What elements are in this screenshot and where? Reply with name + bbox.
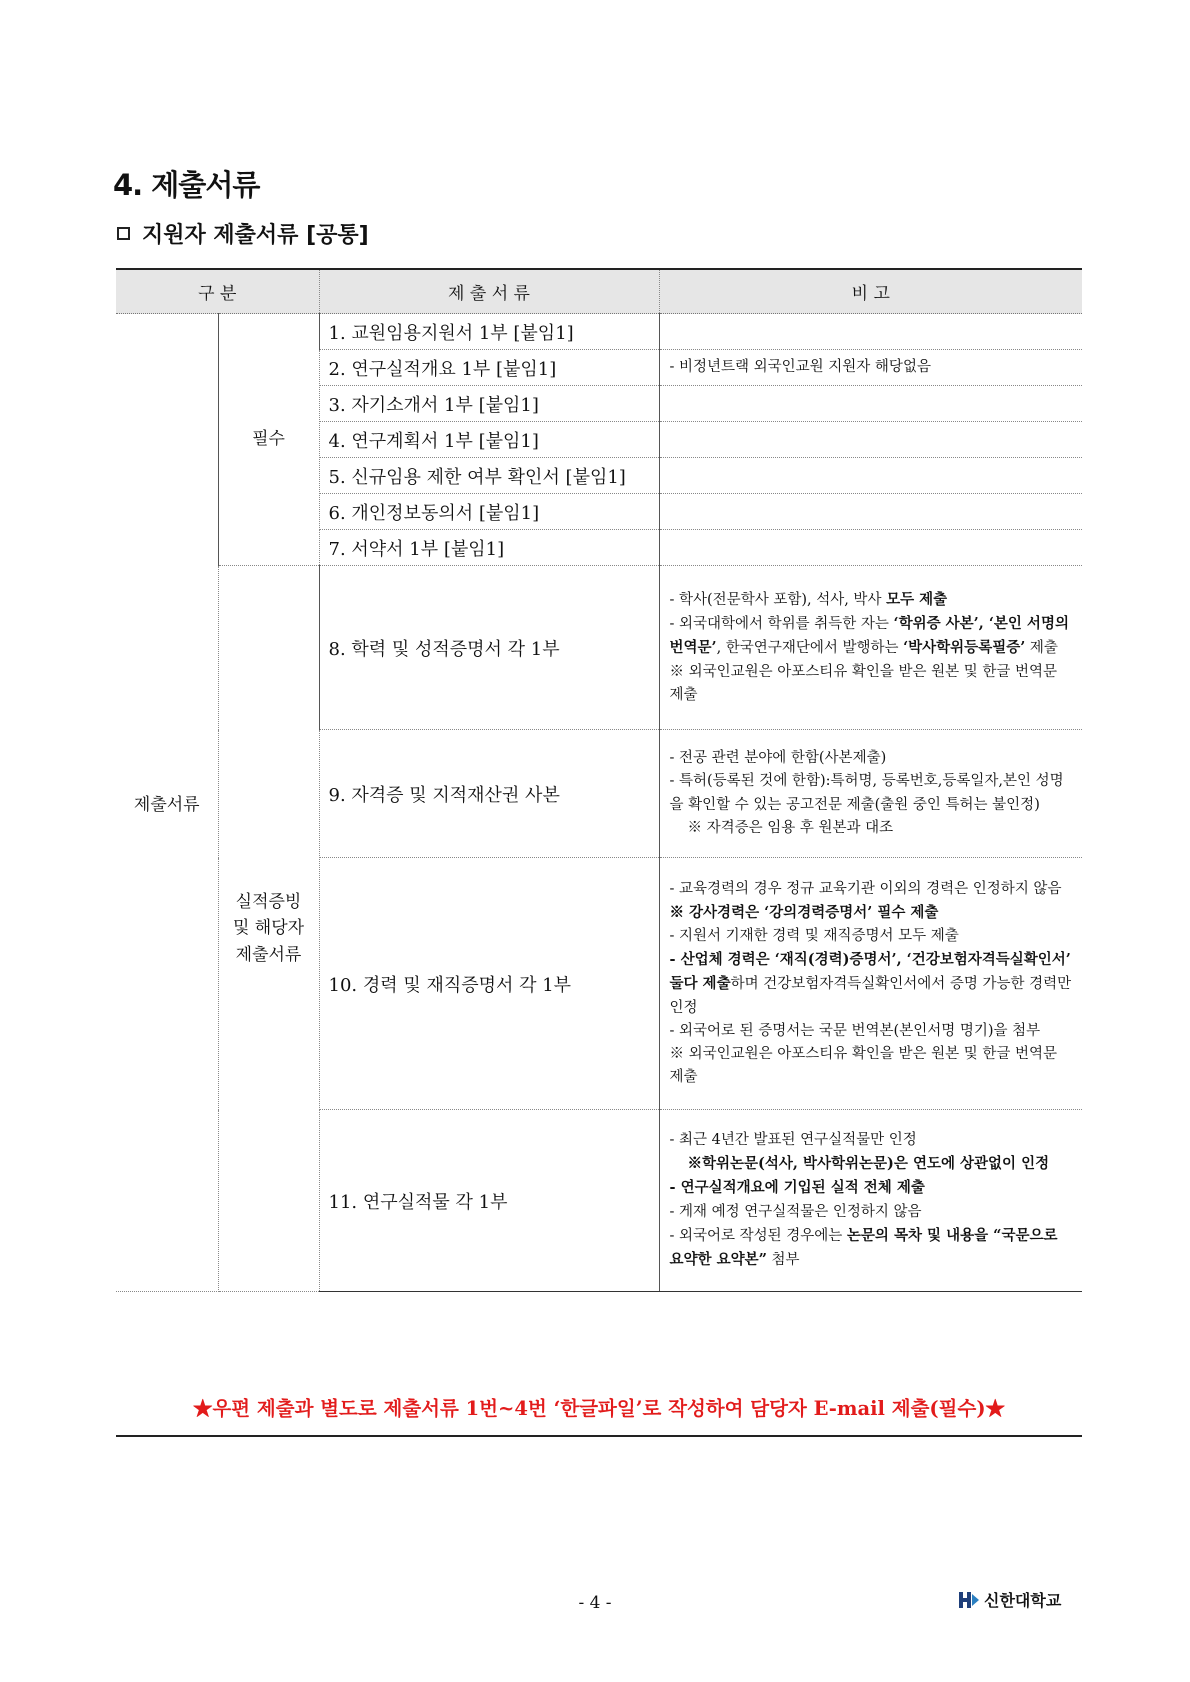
note-line: - 전공 관련 분야에 한함(사본제출) [669, 750, 887, 767]
doc-item-10: 10. 경력 및 재직증명서 각 1부 [319, 858, 659, 1110]
note-line: - 특허(등록된 것에 한함):특허명, 등록번호,등록일자,본인 성명을 확인할 수 있는 공고전문 제출(출원 중인 특허는 불인정) [669, 773, 1064, 813]
table-row [116, 566, 1082, 730]
doc-item-1: 1. 교원임용지원서 1부 [붙임1] [319, 314, 659, 350]
group-required: 필수 [218, 314, 319, 566]
doc-item-9: 9. 자격증 및 지적재산권 사본 [319, 730, 659, 858]
group-line: 제출서류 [235, 944, 302, 965]
checkbox-square-icon [117, 227, 130, 240]
category-cell: 제출서류 [116, 314, 218, 1292]
note-cell-2 [659, 350, 1082, 386]
header-documents: 제 출 서 류 [319, 269, 659, 314]
note-line: - 최근 4년간 발표된 연구실적물만 인정 [669, 1131, 917, 1148]
subsection-title [117, 218, 369, 249]
doc-item-11: 11. 연구실적물 각 1부 [319, 1110, 659, 1292]
table-row [116, 314, 1082, 350]
section-title: 4. 제출서류 [113, 168, 260, 202]
note-cell-8 [659, 566, 1082, 730]
email-submission-notice: ★우편 제출과 별도로 제출서류 1번~4번 ‘한글파일’로 작성하여 담당자 E-mail 제출(필수)★ [116, 1393, 1082, 1437]
header-remarks: 비 고 [659, 269, 1082, 314]
note-line: - 산업체 경력은 ‘재직(경력)증명서’, ‘건강보험자격득실확인서’ 둘다 제출하며 건강보험자격득실확인서에서 증명 가능한 경력만 인정 [669, 951, 1072, 1016]
university-logo [958, 1588, 1061, 1611]
group-supporting [218, 566, 319, 1292]
doc-item-2: 2. 연구실적개요 1부 [붙임1] [319, 350, 659, 386]
note-cell-6 [659, 494, 1082, 530]
note-cell-7 [659, 530, 1082, 566]
note-cell-3 [659, 386, 1082, 422]
note-line: - 연구실적개요에 기입된 실적 전체 제출 [669, 1179, 925, 1197]
page-number: - 4 - [578, 1593, 612, 1613]
documents-table [116, 268, 1082, 1292]
note-line: - 외국어로 된 증명서는 국문 번역본(본인서명 명기)을 첨부 [669, 1022, 1041, 1039]
note-line: ※ 외국인교원은 아포스티유 확인을 받은 원본 및 한글 번역문 제출 [669, 663, 1058, 703]
note-cell-11 [659, 1110, 1082, 1292]
note-cell-4 [659, 422, 1082, 458]
note-line: ※ 강사경력은 ‘강의경력증명서’ 필수 제출 [669, 903, 939, 921]
header-category: 구 분 [116, 269, 319, 314]
note-cell-1 [659, 314, 1082, 350]
doc-item-5: 5. 신규임용 제한 여부 확인서 [붙임1] [319, 458, 659, 494]
note-line: - 게재 예정 연구실적물은 인정하지 않음 [669, 1203, 922, 1220]
group-line: 실적증빙 [235, 891, 302, 912]
note-cell-9 [659, 730, 1082, 858]
doc-item-3: 3. 자기소개서 1부 [붙임1] [319, 386, 659, 422]
doc-item-6: 6. 개인정보동의서 [붙임1] [319, 494, 659, 530]
note-line: ※ 자격증은 임용 후 원본과 대조 [687, 819, 894, 836]
doc-item-4: 4. 연구계획서 1부 [붙임1] [319, 422, 659, 458]
note-line: - 외국어로 작성된 경우에는 논문의 목차 및 내용을 “국문으로 요약한 요약본” 첨부 [669, 1226, 1058, 1268]
doc-item-8: 8. 학력 및 성적증명서 각 1부 [319, 566, 659, 730]
subsection-title-text: 지원자 제출서류 [공통] [142, 223, 369, 248]
note-line: ※학위논문(석사, 박사학위논문)은 연도에 상관없이 인정 [687, 1155, 1050, 1173]
note-line: - 학사(전문학사 포함), 석사, 박사 모두 제출 [669, 591, 948, 609]
university-emblem-icon [958, 1590, 980, 1610]
group-line: 및 해당자 [232, 918, 305, 939]
note-line: - 비정년트랙 외국인교원 지원자 해당없음 [669, 358, 931, 375]
note-line: - 외국대학에서 학위를 취득한 자는 ‘학위증 사본’, ‘본인 서명의 번역문’, 한국연구재단에서 발행하는 ‘박사학위등록필증’ 제출 [669, 615, 1069, 657]
note-line: - 교육경력의 경우 정규 교육기관 이외의 경력은 인정하지 않음 [669, 880, 1062, 897]
doc-item-7: 7. 서약서 1부 [붙임1] [319, 530, 659, 566]
note-line: ※ 외국인교원은 아포스티유 확인을 받은 원본 및 한글 번역문 제출 [669, 1045, 1058, 1086]
note-line: - 지원서 기재한 경력 및 재직증명서 모두 제출 [669, 928, 959, 945]
note-cell-10 [659, 858, 1082, 1110]
table-header-row [116, 269, 1082, 314]
university-logo-text: 신한대학교 [984, 1591, 1062, 1610]
note-cell-5 [659, 458, 1082, 494]
